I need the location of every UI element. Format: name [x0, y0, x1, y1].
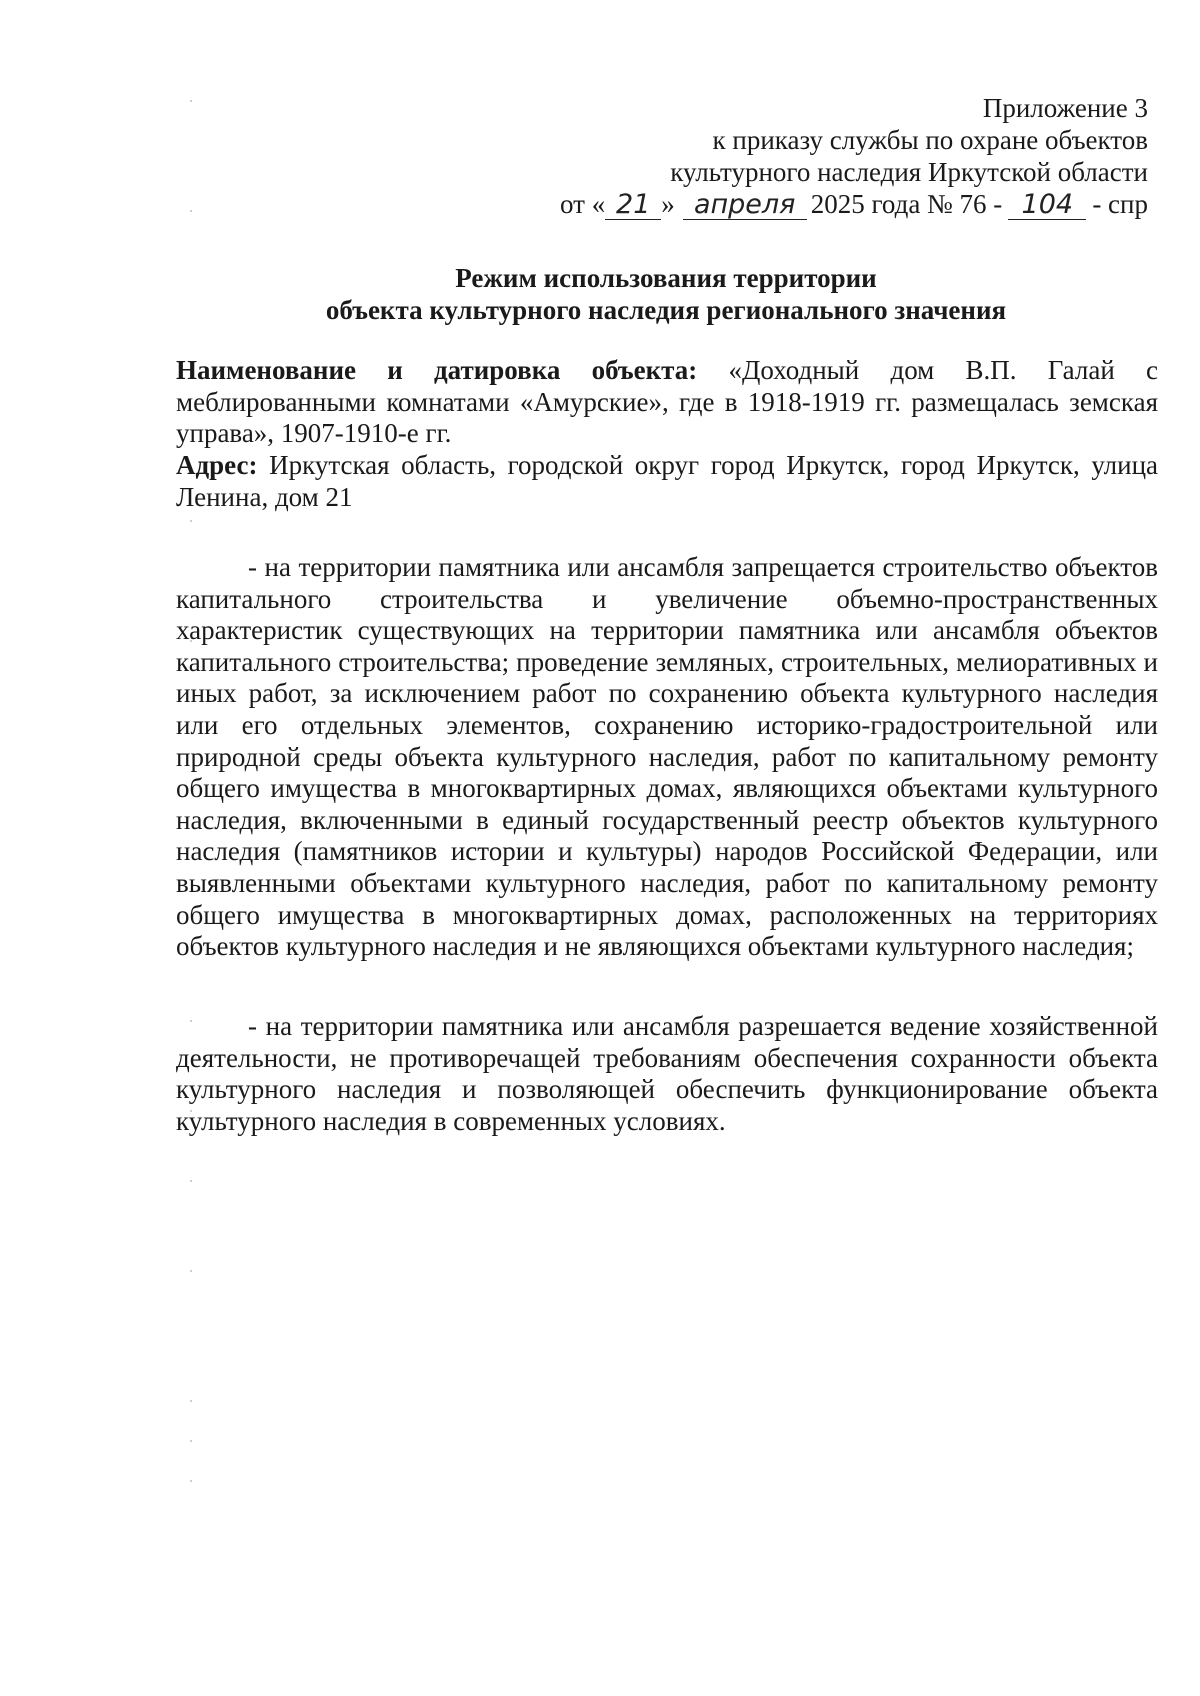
appendix-header [560, 92, 1148, 220]
date-prefix: от « [560, 189, 606, 219]
document-title [176, 262, 1156, 326]
address-value: Иркутская область, городской округ город Иркутск, город Иркутск, улица Ленина, дом 21 [176, 450, 1159, 512]
handwritten-day: 21 [605, 191, 661, 220]
appendix-number: Приложение 3 [982, 93, 1148, 123]
appendix-authority: культурного наследия Иркутской области [670, 157, 1148, 187]
object-name-paragraph [176, 355, 1158, 450]
address-label: Адрес: [176, 450, 258, 480]
handwritten-order-number: 104 [1008, 191, 1086, 220]
handwritten-month: апреля [683, 191, 807, 220]
object-name-value: «Доходный дом В.П. Галай с меблированными комнатами «Амурские», где в 1918-1919 гг. размещалась земская управа», 1907-1910-е гг. [176, 355, 1158, 449]
order-suffix: - спр [1092, 189, 1148, 219]
object-address-paragraph [176, 450, 1158, 513]
title-line-2: объекта культурного наследия регионального значения [325, 295, 1007, 325]
date-close: » [661, 189, 675, 219]
provision-permitted: - на территории памятника или ансамбля разрешается ведение хозяйственной деятельности, не противоречащей требованиям обеспечения сохранности объекта культурного наследия и позволяющей обеспечить функционирование объекта культурного наследия в современных условиях. [176, 1011, 1158, 1136]
provision-prohibited: - на территории памятника или ансамбля запрещается строительство объектов капитального строительства и увеличение объемно-пространственных характеристик существующих на территории памятника или ансамбля объектов капитального строительства; проведение земляных, строительных, мелиоративных и иных работ, за исключением работ по сохранению объекта культурного наследия или его отдельных элементов, сохранению историко-градостроительной или природной среды объекта культурного наследия, работ по капитальному ремонту общего имущества в многоквартирных домах, являющихся объектами культурного наследия, включенными в единый государственный реестр объектов культурного наследия (памятников истории и культуры) народов Российской Федерации, или выявленными объектами культурного наследия, работ по капитальному ремонту общего имущества в многоквартирных домах, расположенных на территориях объектов культурного наследия и не являющихся объектами культурного наследия; [176, 552, 1158, 962]
title-line-1: Режим использования территории [455, 263, 877, 293]
year-text: 2025 года № 76 - [810, 189, 1003, 219]
appendix-date-line [560, 188, 1148, 220]
appendix-order-ref: к приказу службы по охране объектов [712, 125, 1148, 155]
object-name-label: Наименование и датировка объекта: [176, 355, 698, 385]
